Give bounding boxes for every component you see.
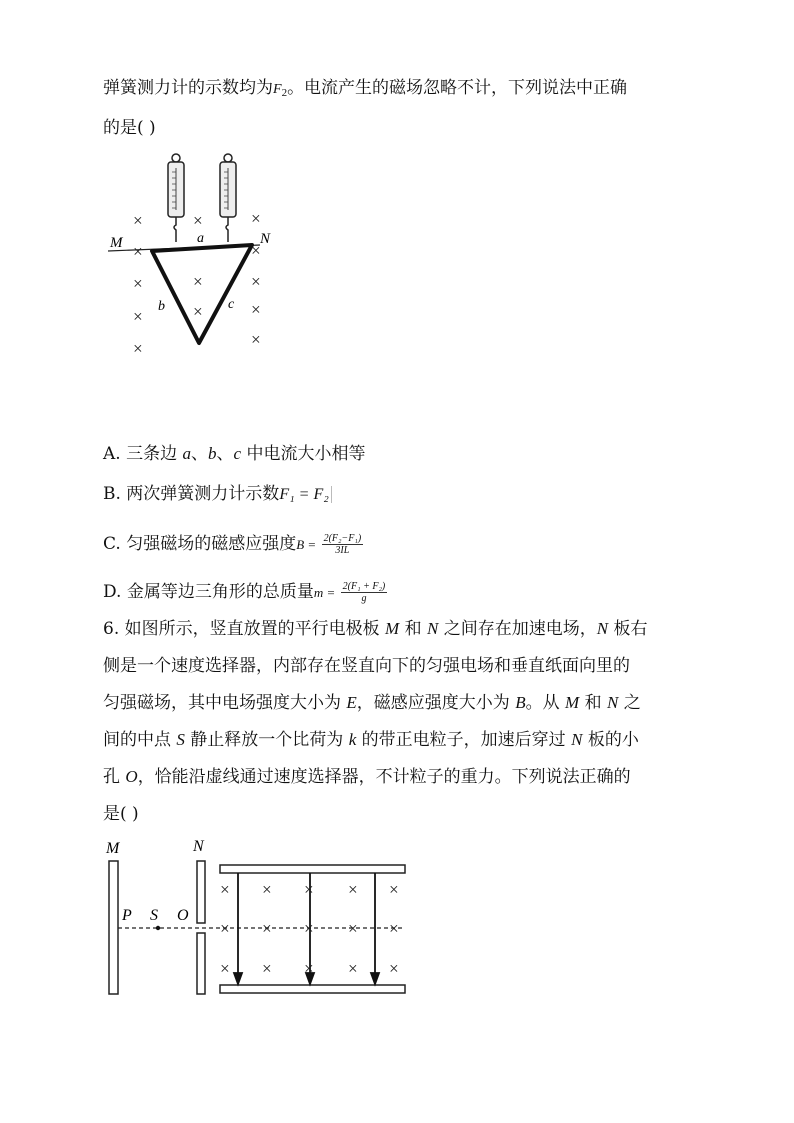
svg-text:×: × (219, 959, 231, 978)
svg-text:×: × (250, 330, 262, 349)
svg-text:×: × (261, 919, 273, 938)
svg-text:×: × (303, 880, 315, 899)
svg-text:×: × (192, 302, 204, 321)
plate-N-top (197, 861, 205, 923)
svg-text:×: × (347, 959, 359, 978)
label-c: c (228, 297, 235, 312)
q6-line-3: 匀强磁场，其中电场强度大小为 E，磁感应强度大小为 B。从 M 和 N 之 (103, 693, 641, 713)
option-B-formula: F₁ = F₂ (279, 486, 331, 503)
label-O: O (177, 907, 189, 924)
point-S (156, 926, 160, 930)
metal-triangle (152, 245, 252, 343)
magnetic-field-crosses-2 (219, 880, 399, 978)
svg-text:×: × (132, 211, 144, 230)
option-A: A. 三条边 a、b、c 中电流大小相等 (103, 444, 366, 464)
plate-M (109, 861, 118, 994)
svg-text:×: × (219, 880, 231, 899)
selector-bottom-plate (220, 985, 405, 993)
q6-line-4: 间的中点 S 静止释放一个比荷为 k 的带正电粒子，加速后穿过 N 板的小 (103, 730, 639, 750)
svg-text:×: × (192, 211, 204, 230)
svg-text:×: × (388, 880, 400, 899)
svg-text:×: × (192, 272, 204, 291)
svg-text:×: × (261, 959, 273, 978)
spring-scale-right (220, 154, 236, 242)
label-M2: M (106, 840, 120, 857)
q6-line-1: 6. 如图所示，竖直放置的平行电极板 M 和 N 之间存在加速电场，N 板右 (103, 619, 648, 639)
svg-text:×: × (303, 919, 315, 938)
svg-text:×: × (132, 339, 144, 358)
svg-text:×: × (250, 209, 262, 228)
label-M: M (110, 235, 123, 251)
f2-symbol: $F_2$ (273, 82, 288, 99)
svg-text:×: × (347, 919, 359, 938)
selector-top-plate (220, 865, 405, 873)
svg-text:×: × (261, 880, 273, 899)
svg-text:×: × (347, 880, 359, 899)
label-S: S (150, 907, 158, 924)
intro-line-1 (103, 76, 627, 105)
spring-scale-left (168, 154, 184, 242)
svg-text:×: × (250, 272, 262, 291)
svg-text:×: × (132, 307, 144, 326)
label-b: b (158, 299, 165, 314)
option-B: B. 两次弹簧测力计示数F₁ = F₂ (103, 482, 332, 507)
q6-line-5: 孔 O，恰能沿虚线通过速度选择器，不计粒子的重力。下列说法正确的 (103, 767, 631, 787)
svg-text:×: × (250, 300, 262, 319)
triangle-figure (100, 150, 290, 365)
label-P: P (122, 907, 132, 924)
option-C: C. 匀强磁场的磁感应强度B = $\frac{\text{2(F₂−F₁)}}{3IL}$ (103, 533, 362, 556)
svg-text:×: × (388, 959, 400, 978)
option-C-fraction: $\frac{\text{2(F₂−F₁)}}{3IL}$ (323, 533, 362, 556)
label-a: a (197, 231, 204, 246)
svg-text:×: × (388, 919, 400, 938)
plate-N-bottom (197, 933, 205, 994)
label-N: N (260, 231, 271, 247)
svg-text:×: × (303, 959, 315, 978)
svg-text:×: × (219, 919, 231, 938)
intro-text-end: 。电流产生的磁场忽略不计，下列说法中正确 (287, 78, 628, 98)
svg-text:×: × (250, 241, 262, 260)
velocity-selector-figure (100, 833, 420, 1003)
option-D: D. 金属等边三角形的总质量m = $\frac{\text{2(F₁ + F₂)}}{g}$ (103, 581, 386, 604)
svg-text:×: × (132, 274, 144, 293)
svg-text:×: × (132, 242, 144, 261)
intro-text: 弹簧测力计的示数均为 (103, 78, 273, 98)
q6-line-2: 侧是一个速度选择器，内部存在竖直向下的匀强电场和垂直纸面向里的 (103, 656, 630, 676)
label-N2: N (193, 838, 204, 855)
option-D-fraction: $\frac{\text{2(F₁ + F₂)}}{g}$ (342, 581, 386, 604)
q6-line-6: 是( ) (103, 804, 139, 824)
intro-line-2: 的是( ) (103, 118, 156, 138)
